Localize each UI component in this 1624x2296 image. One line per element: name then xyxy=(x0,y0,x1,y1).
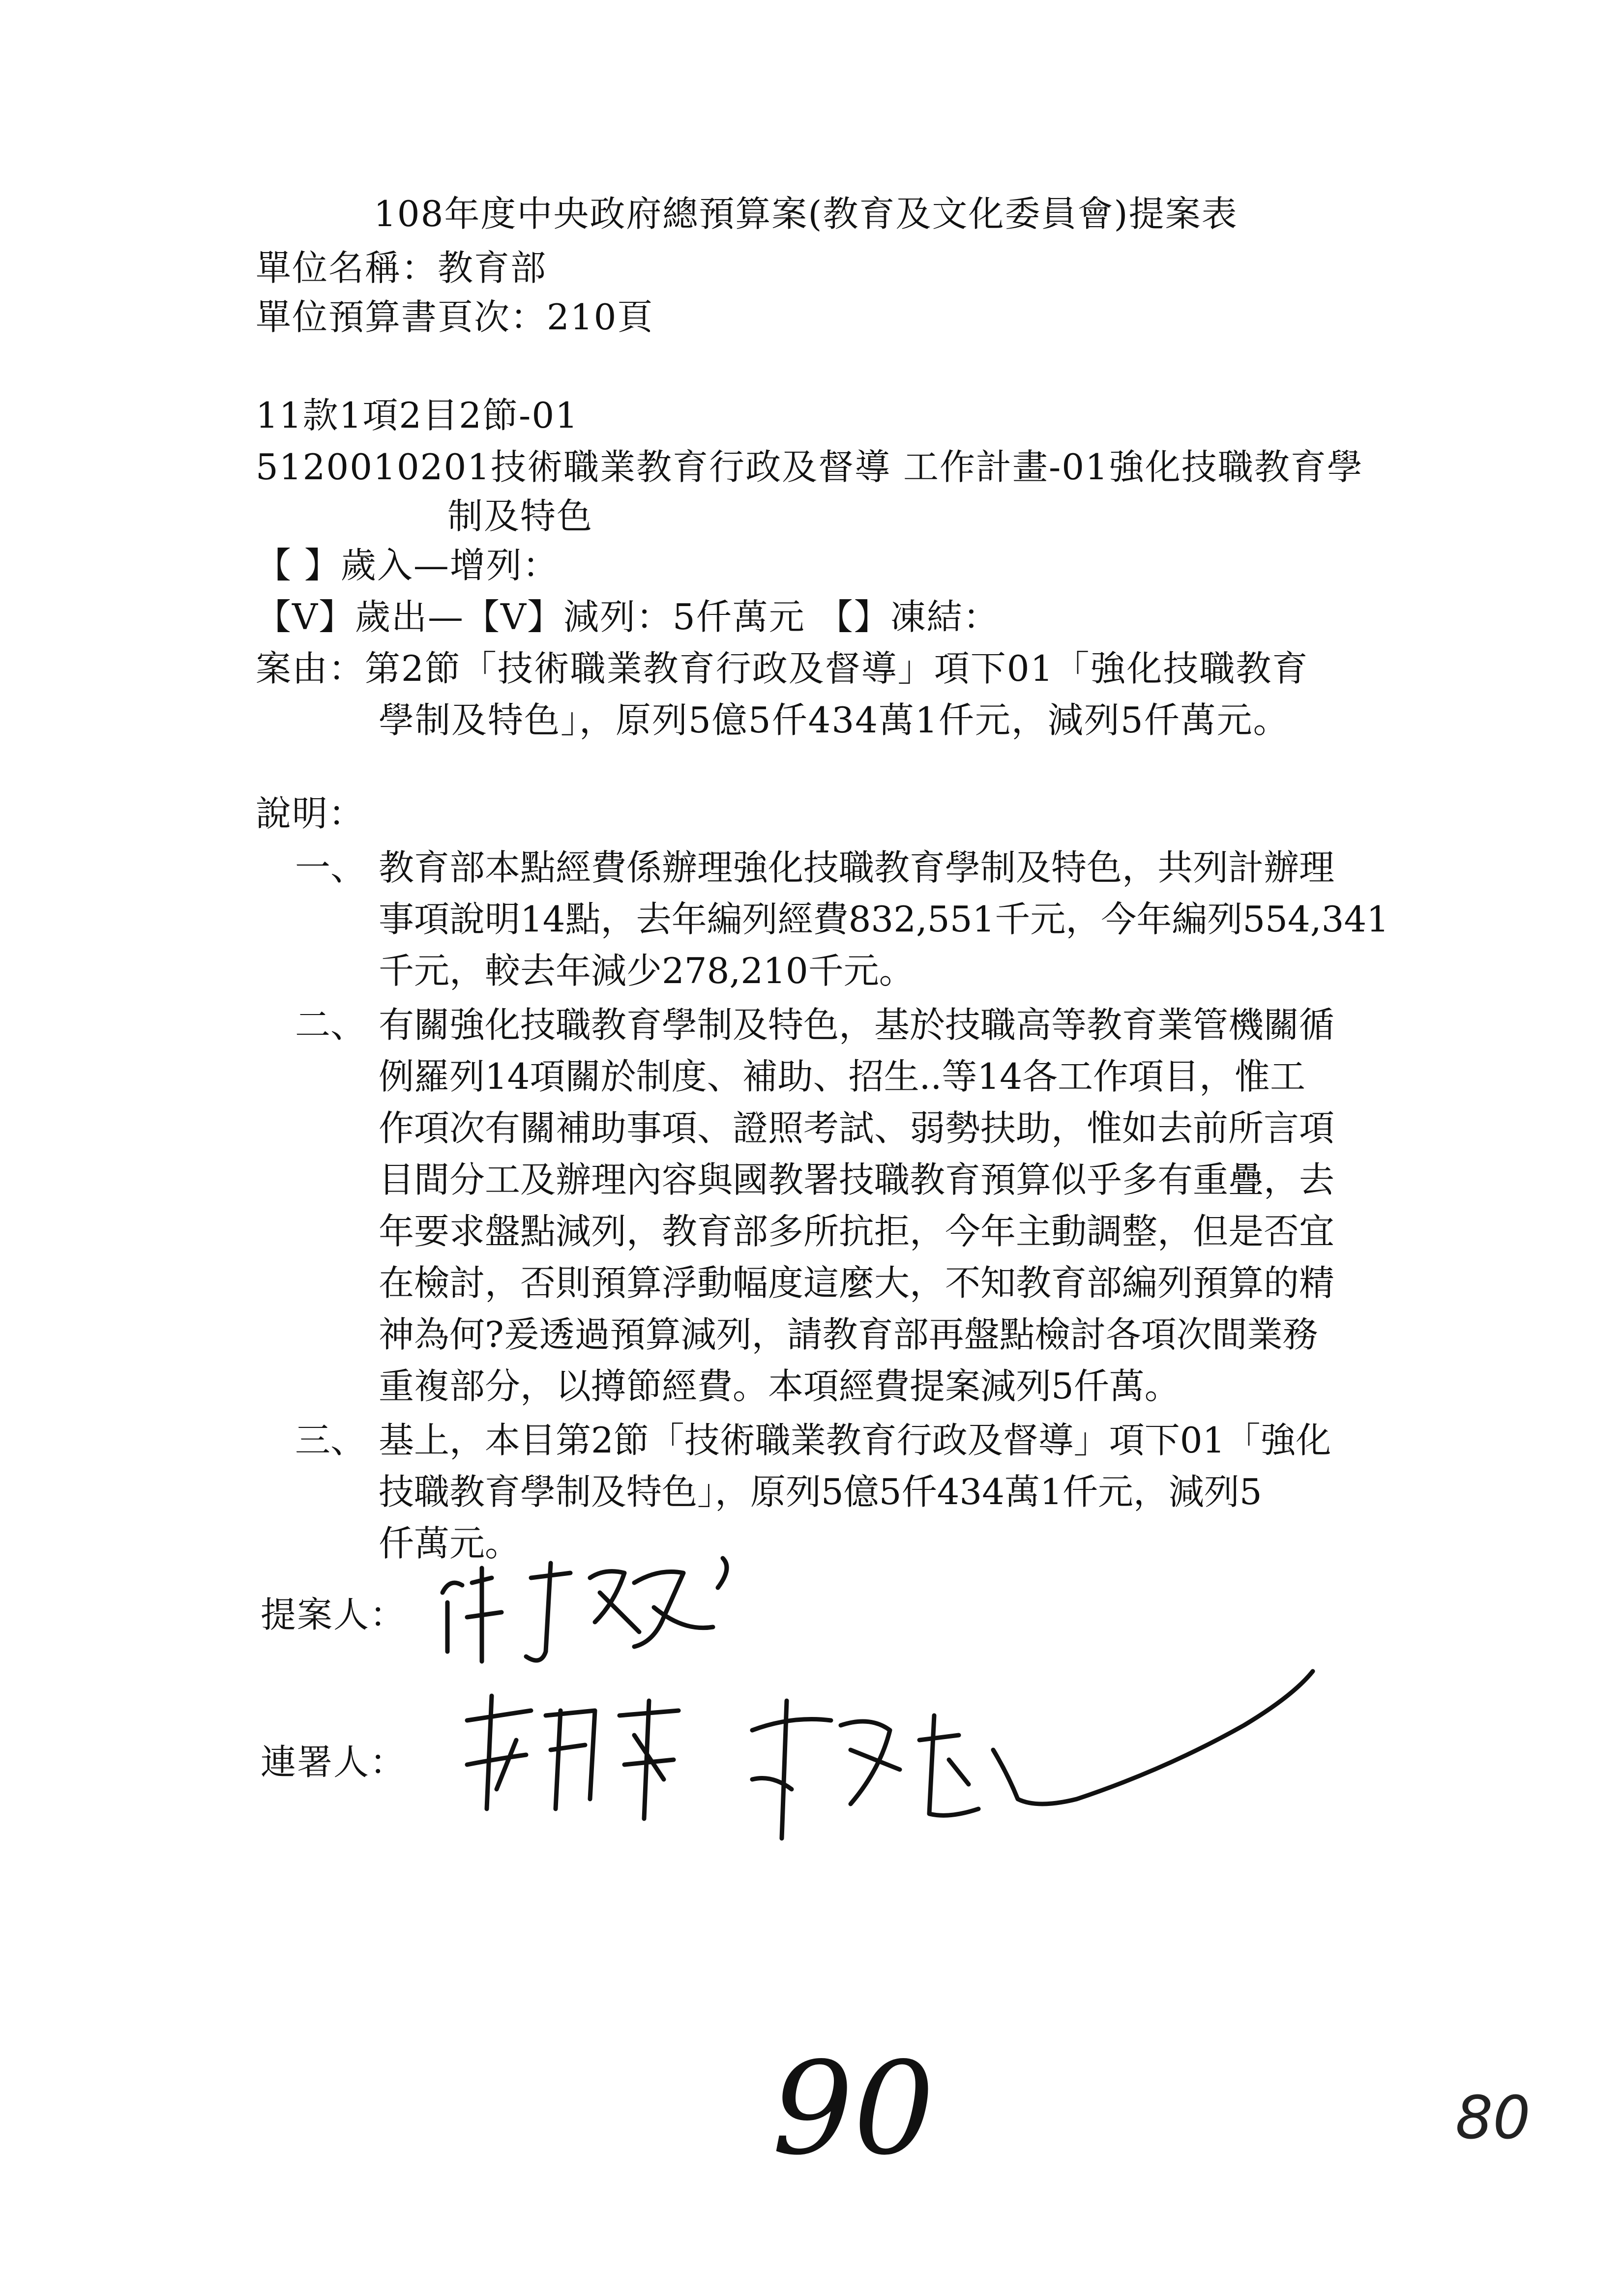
explanation-item-1-line: 教育部本點經費係辦理強化技職教育學制及特色，共列計辦理 xyxy=(379,847,1335,888)
explanation-item-2-line: 目間分工及辦理內容與國教署技職教育預算似乎多有重疊，去 xyxy=(379,1159,1335,1200)
account-code: 11款1項2目2節-01 xyxy=(256,395,579,436)
explanation-item-2-line: 重複部分，以撙節經費。本項經費提案減列5仟萬。 xyxy=(379,1366,1180,1407)
explanation-item-3-marker: 三、 xyxy=(295,1420,366,1461)
explanation-item-1-line: 千元，較去年減少278,210千元。 xyxy=(379,950,915,991)
explanation-item-2-line: 作項次有關補助事項、證照考試、弱勢扶助，惟如去前所言項 xyxy=(379,1107,1335,1149)
explanation-item-2-line: 在檢討，否則預算浮動幅度這麼大，不知教育部編列預算的精 xyxy=(379,1262,1335,1304)
explanation-item-3-line: 技職教育學制及特色」，原列5億5仟434萬1仟元，減列5 xyxy=(379,1471,1262,1512)
expenditure-line: 【V】歲出—【V】減列：5仟萬元 【】凍結： xyxy=(256,596,1000,638)
corner-handwritten-mark xyxy=(1450,2079,1529,2158)
cosigner-signature xyxy=(447,1661,1382,1868)
handwritten-page-number xyxy=(767,2035,974,2183)
reason-line-2: 學制及特色」，原列5億5仟434萬1仟元，減列5仟萬元。 xyxy=(379,699,1290,741)
explanation-item-1-marker: 一、 xyxy=(295,847,366,888)
unit-name: 單位名稱：教育部 xyxy=(256,247,547,289)
proposer-signature xyxy=(428,1548,801,1676)
budget-page-number: 單位預算書頁次：210頁 xyxy=(256,296,654,338)
revenue-line: 【 】歲入—增列： xyxy=(256,545,559,586)
explanation-heading: 說明： xyxy=(256,793,365,834)
reason-line-1: 案由：第2節「技術職業教育行政及督導」項下01「強化技職教育 xyxy=(256,648,1309,689)
explanation-item-2-marker: 二、 xyxy=(295,1004,366,1046)
account-line-1: 5120010201技術職業教育行政及督導 工作計畫-01強化技職教育學 xyxy=(256,446,1363,488)
explanation-item-2-line: 神為何?爰透過預算減列，請教育部再盤點檢討各項次間業務 xyxy=(379,1314,1318,1355)
proposer-label: 提案人： xyxy=(261,1594,407,1635)
account-line-2: 制及特色 xyxy=(447,495,593,537)
svg-text:80: 80 xyxy=(1455,2084,1531,2152)
explanation-item-3-line: 基上，本目第2節「技術職業教育行政及督導」項下01「強化 xyxy=(379,1420,1331,1461)
cosigner-label: 連署人： xyxy=(261,1742,407,1783)
explanation-item-2-line: 年要求盤點減列，教育部多所抗拒，今年主動調整，但是否宜 xyxy=(379,1211,1335,1252)
svg-text:90: 90 xyxy=(772,2035,935,2183)
explanation-item-2-line: 有關強化技職教育學制及特色，基於技職高等教育業管機關循 xyxy=(379,1004,1335,1046)
explanation-item-2-line: 例羅列14項關於制度、補助、招生..等14各工作項目，惟工 xyxy=(379,1056,1306,1097)
form-title: 108年度中央政府總預算案(教育及文化委員會)提案表 xyxy=(374,193,1238,234)
explanation-item-3-line: 仟萬元。 xyxy=(379,1523,521,1564)
explanation-item-1-line: 事項說明14點，去年編列經費832,551千元，今年編列554,341 xyxy=(379,899,1389,940)
